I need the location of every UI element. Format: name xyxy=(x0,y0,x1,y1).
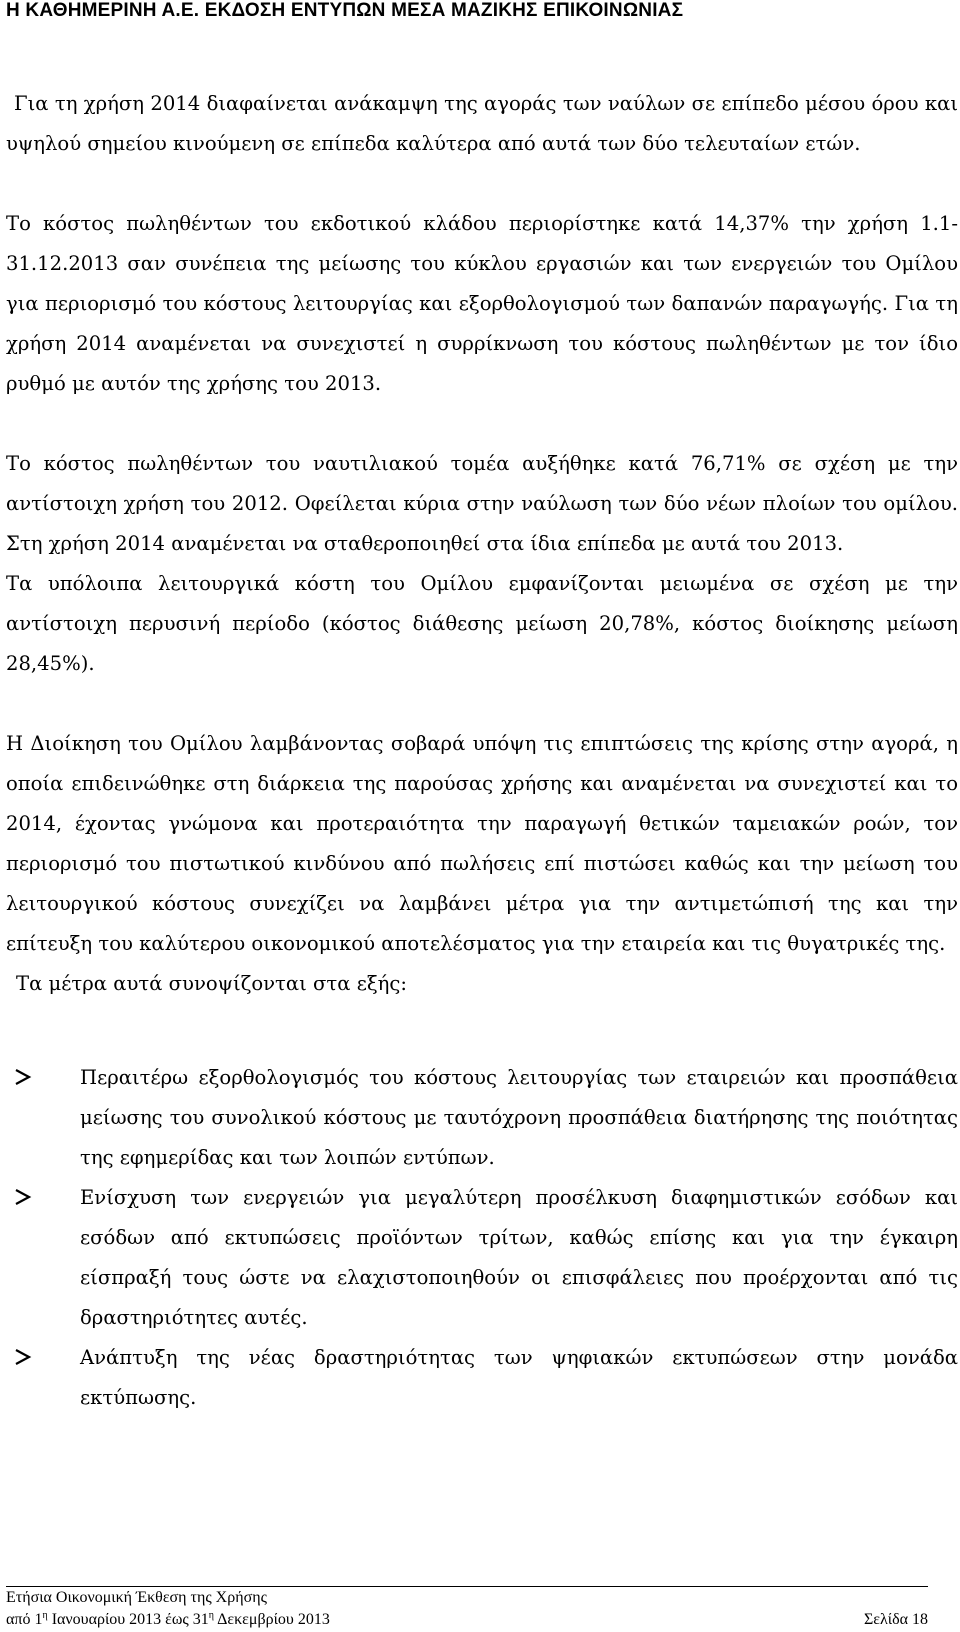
document-header: Η ΚΑΘΗΜΕΡΙΝΗ Α.Ε. ΕΚΔΟΣΗ ΕΝΤΥΠΩΝ ΜΕΣΑ ΜΑΖΙΚΗΣ ΕΠΙΚΟΙΝΩΝΙΑΣ xyxy=(6,0,684,21)
page-number: Σελίδα 18 xyxy=(863,1611,928,1628)
arrowhead-bullet-icon xyxy=(14,1058,36,1098)
paragraph-publishing-costs: Το κόστος πωληθέντων του εκδοτικού κλάδου περιορίστηκε κατά 14,37% την χρήση 1.1-31.12.2013 σαν συνέπεια της μείωσης του κύκλου εργασιών και των ενεργειών του Ομίλου για περιορισμό του κόστους λειτουργίας και εξορθολογισμού των δαπανών παραγωγής. Για τη χρήση 2014 αναμένεται να συνεχιστεί η συρρίκνωση του κόστους πωληθέντων με τον ίδιο ρυθμό με αυτόν της χρήσης του 2013. xyxy=(6,212,958,395)
measures-summary-intro: Τα μέτρα αυτά συνοψίζονται στα εξής: xyxy=(16,972,407,995)
arrowhead-bullet-icon xyxy=(14,1338,36,1378)
footer-period: από $1^\eta$ Ιανουαρίου 2013 έως $31^\eta$ Δεκεμβρίου 2013 xyxy=(6,1610,330,1628)
list-item-text: Ενίσχυση των ενεργειών για μεγαλύτερη προσέλκυση διαφημιστικών εσόδων και εσόδων από εκτυπώσεις προϊόντων τρίτων, καθώς επίσης και για την έγκαιρη είσπραξή τους ώστε να ελαχιστοποιηθούν οι επισφάλειες που προέρχονται από τις δραστηριότητες αυτές. xyxy=(80,1186,958,1329)
list-item-text: Περαιτέρω εξορθολογισμός του κόστους λειτουργίας των εταιρειών και προσπάθεια μείωσης του συνολικού κόστους με ταυτόχρονη προσπάθεια διατήρησης της ποιότητας της εφημερίδας και των λοιπών εντύπων. xyxy=(80,1066,958,1169)
document-body xyxy=(6,84,958,1418)
list-item xyxy=(6,1338,958,1418)
list-item xyxy=(6,1058,958,1178)
list-item xyxy=(6,1178,958,1338)
paragraph-freight-outlook: Για τη χρήση 2014 διαφαίνεται ανάκαμψη της αγοράς των ναύλων σε επίπεδο μέσου όρου και υψηλού σημείου κινούμενη σε επίπεδα καλύτερα από αυτά των δύο τελευταίων ετών. xyxy=(6,92,958,155)
footer-report-title: Ετήσια Οικονομική Έκθεση της Χρήσης xyxy=(6,1589,267,1606)
paragraph-management-measures: Η Διοίκηση του Ομίλου λαμβάνοντας σοβαρά υπόψη τις επιπτώσεις της κρίσης στην αγορά, η οποία επιδεινώθηκε στη διάρκεια της παρούσας χρήσης και αναμένεται να συνεχιστεί και το 2014, έχοντας γνώμονα και προτεραιότητα την παραγωγή θετικών ταμειακών ροών, τον περιορισμό του πιστωτικού κινδύνου από πωλήσεις επί πιστώσει καθώς και την μείωση του λειτουργικού κόστους συνεχίζει να λαμβάνει μέτρα για την αντιμετώπισή της και την επίτευξη του καλύτερου οικονομικού αποτελέσματος για την εταιρεία και τις θυγατρικές της. xyxy=(6,732,958,955)
paragraph-operating-costs: Τα υπόλοιπα λειτουργικά κόστη του Ομίλου εμφανίζονται μειωμένα σε σχέση με την αντίστοιχη περυσινή περίοδο (κόστος διάθεσης μείωση 20,78%, κόστος διοίκησης μείωση 28,45%). xyxy=(6,572,958,675)
measures-list xyxy=(6,1058,958,1418)
list-item-text: Ανάπτυξη της νέας δραστηριότητας των ψηφιακών εκτυπώσεων στην μονάδα εκτύπωσης. xyxy=(80,1346,958,1409)
arrowhead-bullet-icon xyxy=(14,1178,36,1218)
paragraph-shipping-costs: Το κόστος πωληθέντων του ναυτιλιακού τομέα αυξήθηκε κατά 76,71% σε σχέση με την αντίστοιχη χρήση του 2012. Οφείλεται κύρια στην ναύλωση των δύο νέων πλοίων του ομίλου. Στη χρήση 2014 αναμένεται να σταθεροποιηθεί στα ίδια επίπεδα με αυτά του 2013. xyxy=(6,452,958,555)
footer-divider xyxy=(6,1586,928,1587)
